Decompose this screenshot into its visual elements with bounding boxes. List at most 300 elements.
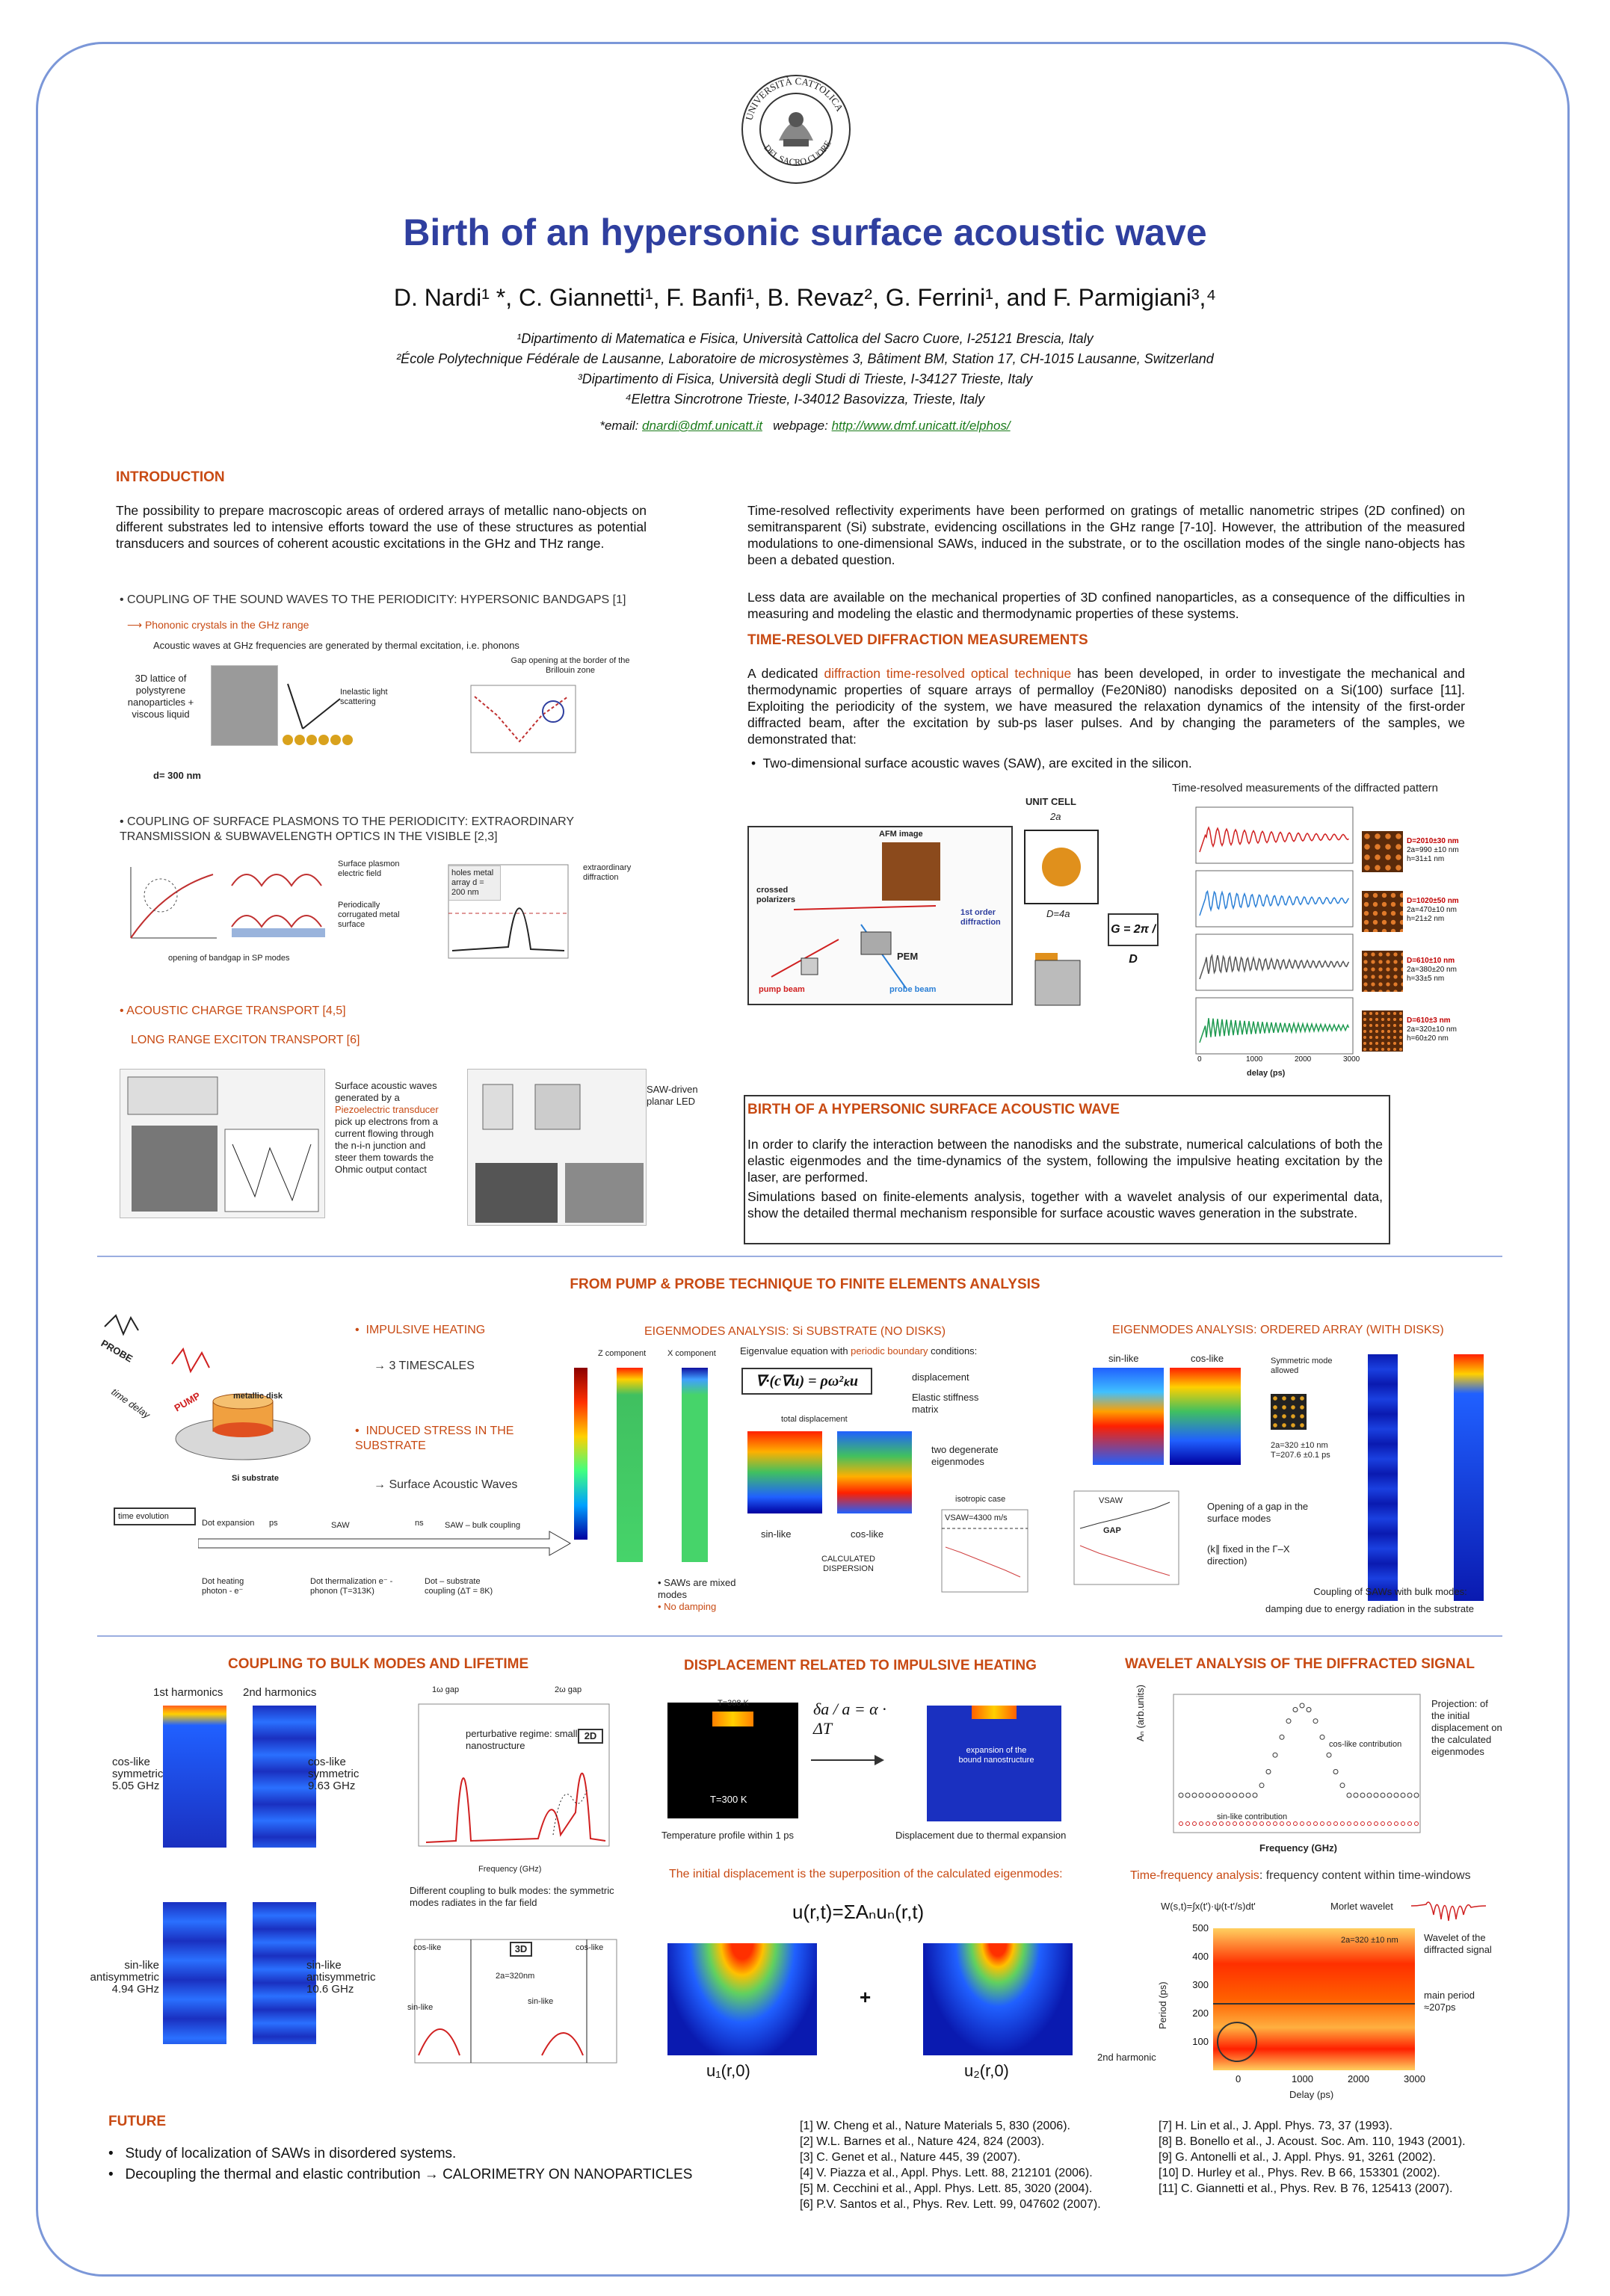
cos-point bbox=[1219, 1793, 1224, 1797]
bulk-mode-2 bbox=[253, 1706, 316, 1848]
superposition-label: The initial displacement is the superposition of the calculated eigenmodes: bbox=[669, 1868, 1063, 1880]
probe-label: PROBE bbox=[99, 1337, 135, 1365]
setup-label-polarizers: crossed polarizers bbox=[756, 886, 795, 904]
pump-probe-diagram bbox=[97, 1312, 321, 1476]
sin-point bbox=[1287, 1822, 1291, 1826]
cross-section-diagram bbox=[1031, 949, 1084, 1009]
sample-entry bbox=[1362, 951, 1466, 1003]
intro-bullet-2: • COUPLING OF SURFACE PLASMONS TO THE PERIODICITY: EXTRAORDINARY TRANSMISSION & SUBWAVELENGTH OPTICS IN THE VISIBLE [2,3] bbox=[120, 815, 574, 843]
gap2-label: 2ω gap bbox=[555, 1685, 582, 1694]
sin-point bbox=[1334, 1822, 1338, 1826]
cos-point bbox=[1340, 1783, 1345, 1788]
sin2-label: sin-like antisymmetric 10.6 GHz bbox=[306, 1959, 376, 1996]
cos1-label: cos-like symmetric 5.05 GHz bbox=[112, 1756, 164, 1792]
fig3-right-label: SAW-driven planar LED bbox=[647, 1084, 698, 1107]
fig2-d-label: holes metal array d = 200 nm bbox=[448, 865, 501, 901]
cos-point bbox=[1414, 1793, 1419, 1797]
cos-point bbox=[1374, 1793, 1378, 1797]
trdm-bullet-text: Two-dimensional surface acoustic waves (SAW), are excited in the silicon. bbox=[762, 756, 1192, 771]
setup-label-pump: pump beam bbox=[759, 985, 805, 994]
fig3-text-link: Piezoelectric transducer bbox=[335, 1104, 439, 1115]
sin-like-label: sin-like bbox=[761, 1528, 792, 1540]
wavelet-note: Wavelet of the diffracted signal bbox=[1424, 1932, 1492, 1955]
cos-point bbox=[1387, 1793, 1392, 1797]
intro-bullet-1: • COUPLING OF THE SOUND WAVES TO THE PERIODICITY: HYPERSONIC BANDGAPS [1] bbox=[120, 593, 626, 606]
sample-param: D=610±3 nm bbox=[1407, 1016, 1451, 1025]
cos-like-mode-image bbox=[837, 1431, 912, 1513]
references-left bbox=[800, 2118, 1151, 2212]
sample-param: 2a=380±20 nm bbox=[1407, 966, 1457, 974]
svg-text:UNIVERSITÀ CATTOLICA: UNIVERSITÀ CATTOLICA bbox=[743, 75, 846, 122]
expansion-note: expansion of the bound nanostructure bbox=[958, 1746, 1034, 1765]
timeline-1: Dot expansion bbox=[202, 1519, 255, 1528]
sample-param: D=1020±50 nm bbox=[1407, 897, 1459, 905]
calc-dispersion-label: CALCULATED DISPERSION bbox=[821, 1555, 875, 1573]
timeline-5: SAW – bulk coupling bbox=[445, 1521, 521, 1530]
future-item-2-text: Decoupling the thermal and elastic contribution → CALORIMETRY ON NANOPARTICLES bbox=[125, 2167, 693, 2182]
author-list: D. Nardi¹ *, C. Giannetti¹, F. Banfi¹, B. Revaz², G. Ferrini¹, and F. Parmigiani³,⁴ bbox=[393, 284, 1217, 311]
projection-note: Projection: of the initial displacement on the calculated eigenmodes bbox=[1431, 1698, 1502, 1757]
superposition-formula: u(r,t)=ΣAₙuₙ(r,t) bbox=[792, 1901, 925, 1923]
sin-point bbox=[1247, 1822, 1250, 1826]
arr-cos-mode bbox=[1170, 1368, 1241, 1465]
birth-text-2: Simulations based on finite-elements analysis, together with a wavelet analysis of our experimental data, show the detailed thermal mechanism responsible for surface acoustic waves generation in the substrate. bbox=[747, 1189, 1383, 1220]
trdm-text-post: has been developed, in order to investigate the mechanical and thermodynamic properties of square arrays of permalloy (Fe20Ni80) nanodisks deposited on a Si(100) surface [11]. Exploiting the periodicity of the system, we have measured the relaxation dynamics of the intensity of the first-order diffracted beam, after the excitation by sub-ps laser pulses. And by changing the parameters of the samples, we demonstrated that: bbox=[747, 666, 1465, 747]
array-params-label: 2a=320 ±10 nm T=207.6 ±0.1 ps bbox=[1271, 1441, 1330, 1460]
cos-point bbox=[1233, 1793, 1237, 1797]
sample-afm-image bbox=[1362, 951, 1403, 992]
arr-sin-label: sin-like bbox=[1108, 1353, 1139, 1364]
cos-3d-label-2: cos-like bbox=[576, 1943, 604, 1952]
acoustic-charge-transport-figure bbox=[120, 1069, 325, 1218]
trdm-heading: TIME-RESOLVED DIFFRACTION MEASUREMENTS bbox=[747, 632, 1088, 648]
sin-point bbox=[1301, 1822, 1304, 1826]
divider-2 bbox=[97, 1635, 1502, 1637]
trace-line bbox=[1200, 827, 1349, 852]
eq-label-link: periodic boundary bbox=[851, 1345, 928, 1357]
note-mixed: • SAWs are mixed modes bbox=[658, 1577, 736, 1600]
poster-title: Birth of an hypersonic surface acoustic wave bbox=[403, 212, 1207, 253]
corrugated-surface-diagram bbox=[228, 860, 333, 942]
cos-3d-label-1: cos-like bbox=[413, 1943, 442, 1952]
disp-caption-1: Temperature profile within 1 ps bbox=[661, 1830, 795, 1841]
y-tick-label: 500 bbox=[1192, 1922, 1209, 1934]
g-formula: G = 2π / D bbox=[1108, 913, 1159, 946]
affiliation-4: ⁴Elettra Sincrotrone Trieste, I-34012 Basovizza, Trieste, Italy bbox=[625, 392, 985, 407]
tf-label-post: : frequency content within time-windows bbox=[1259, 1869, 1471, 1882]
email-link[interactable]: dnardi@dmf.unicatt.it bbox=[642, 419, 762, 433]
email-label: *email: bbox=[599, 419, 639, 433]
future-item-2: • Decoupling the thermal and elastic contribution → CALORIMETRY ON NANOPARTICLES bbox=[108, 2167, 693, 2182]
cos-point bbox=[1401, 1793, 1405, 1797]
x-tick-label: 1000 bbox=[1246, 1055, 1263, 1064]
coupling-label: Coupling of SAWs with bulk modes: bbox=[1313, 1586, 1467, 1597]
sin-point bbox=[1361, 1822, 1365, 1826]
sin-point bbox=[1415, 1822, 1419, 1826]
svg-text:DEL SACRO CUORE: DEL SACRO CUORE bbox=[762, 138, 833, 167]
sample-param: h=21±2 nm bbox=[1407, 915, 1445, 923]
sample-param: h=31±1 nm bbox=[1407, 855, 1445, 863]
impulsive-label: • IMPULSIVE HEATING bbox=[355, 1324, 486, 1336]
map-ylabel: Period (ps) bbox=[1157, 1981, 1168, 2029]
eq-label-post: conditions: bbox=[928, 1345, 978, 1357]
sin-point bbox=[1375, 1822, 1378, 1826]
fig2-b-label: Periodically corrugated metal surface bbox=[338, 901, 400, 929]
sin-point bbox=[1327, 1822, 1331, 1826]
cos-point bbox=[1394, 1793, 1398, 1797]
cos-point bbox=[1320, 1735, 1324, 1739]
wavelet-map bbox=[1213, 1928, 1415, 2070]
intro-right-text-1: Time-resolved reflectivity experiments have been performed on gratings of metallic nanometric stripes (2D confined) on semitransparent (Si) substrate, evidencing oscillations in the GHz range [7-10]. However, the attribution of the measured modulations to one-dimensional SAWs, induced in the substrate, or to the oscillation modes of the single nano-objects has been a debated question. bbox=[747, 503, 1465, 567]
sin-3d-label-2: sin-like bbox=[528, 1997, 554, 2006]
exciton-transport-figure bbox=[467, 1069, 647, 1226]
cos-point bbox=[1367, 1793, 1372, 1797]
sample-entry bbox=[1362, 891, 1466, 943]
intro-right-text-2: Less data are available on the mechanical properties of 3D confined nanoparticles, as a consequence of the difficulties in measuring and modeling the elastic and thermodynamic properties of these systems. bbox=[747, 590, 1465, 621]
eigen-eq-label bbox=[740, 1345, 977, 1357]
c-definition: Elastic stiffness matrix bbox=[912, 1392, 979, 1415]
university-seal-icon bbox=[740, 73, 852, 185]
trdm-xticks bbox=[1166, 1055, 1360, 1066]
reference-6: [6] P.V. Santos et al., Phys. Rev. Lett. 99, 047602 (2007). bbox=[800, 2198, 1101, 2211]
tf-label-pre: Time-frequency analysis bbox=[1130, 1869, 1259, 1882]
x-tick-label: 3000 bbox=[1343, 1055, 1360, 1064]
cos-point bbox=[1212, 1793, 1217, 1797]
gap1-label: 1ω gap bbox=[432, 1685, 460, 1694]
fig1-left-label: 3D lattice of polystyrene nanoparticles + viscous liquid bbox=[127, 673, 194, 720]
eigen-si-heading: EIGENMODES ANALYSIS: Si SUBSTRATE (NO DISKS) bbox=[644, 1325, 946, 1338]
second-harmonics-label: 2nd harmonics bbox=[243, 1686, 317, 1699]
sin-contribution-label: sin-like contribution bbox=[1217, 1812, 1288, 1821]
sin-point bbox=[1193, 1822, 1197, 1826]
sample-param: h=33±5 nm bbox=[1407, 975, 1445, 983]
expansion-formula: δa / a = α · ΔT bbox=[813, 1700, 886, 1738]
isotropic-label: isotropic case bbox=[955, 1495, 1006, 1504]
unit-cell-label: UNIT CELL bbox=[1025, 796, 1076, 807]
tag-2d: 2D bbox=[578, 1729, 603, 1744]
disp-heading: DISPLACEMENT RELATED TO IMPULSIVE HEATING bbox=[684, 1658, 1037, 1673]
cos-point bbox=[1266, 1770, 1271, 1774]
x-tick-label: 0 bbox=[1197, 1055, 1202, 1064]
t300-label: T=300 K bbox=[710, 1794, 747, 1805]
fig2-e-label: extraordinary diffraction bbox=[583, 863, 632, 882]
sin-point bbox=[1314, 1822, 1318, 1826]
timeline-2: ps bbox=[269, 1519, 278, 1528]
sin-point bbox=[1206, 1822, 1210, 1826]
sample-entry bbox=[1362, 831, 1466, 883]
x-tick-label: 3000 bbox=[1404, 2073, 1425, 2084]
fig3-text bbox=[335, 1080, 447, 1176]
future-heading: FUTURE bbox=[108, 2114, 167, 2129]
map-xlabel: Delay (ps) bbox=[1289, 2089, 1334, 2100]
timeline-note-3: Dot – substrate coupling (ΔT = 8K) bbox=[425, 1577, 493, 1596]
references-right bbox=[1159, 2118, 1510, 2197]
eigen-equation: ∇·(c∇u) = ρω²ₖu bbox=[741, 1368, 872, 1395]
fig3-text-pre: Surface acoustic waves generated by a bbox=[335, 1080, 437, 1103]
disp-caption-2: Displacement due to thermal expansion bbox=[895, 1830, 1067, 1841]
array-pillar-2 bbox=[1454, 1354, 1484, 1601]
tag-3d: 3D bbox=[510, 1942, 532, 1957]
cos-point bbox=[1259, 1783, 1264, 1788]
sin-point bbox=[1240, 1822, 1244, 1826]
cos2-label: cos-like symmetric 9.63 GHz bbox=[308, 1756, 360, 1792]
unit-cell-square bbox=[1024, 830, 1099, 904]
sin-like-mode-image bbox=[747, 1431, 822, 1513]
trdm-xlabel: delay (ps) bbox=[1247, 1069, 1286, 1078]
sample-afm-image bbox=[1362, 891, 1403, 932]
pump-probe-heading: FROM PUMP & PROBE TECHNIQUE TO FINITE ELEMENTS ANALYSIS bbox=[570, 1277, 1040, 1292]
symmetric-mode-label: Symmetric mode allowed bbox=[1271, 1357, 1333, 1375]
bandgap-plot bbox=[456, 682, 583, 764]
harmonic-circle bbox=[1217, 2022, 1257, 2062]
x-tick-label: 2000 bbox=[1348, 2073, 1369, 2084]
regime-label: perturbative regime: small nanostructure bbox=[466, 1728, 578, 1751]
cos-point bbox=[1206, 1793, 1210, 1797]
cos-point bbox=[1360, 1793, 1365, 1797]
sin-point bbox=[1274, 1822, 1277, 1826]
arr-sin-mode bbox=[1093, 1368, 1164, 1465]
y-tick-label: 100 bbox=[1192, 2036, 1209, 2047]
cos-like-label: cos-like bbox=[851, 1528, 884, 1540]
fig3-text-post: pick up electrons from a current flowing through the n-i-n junction and steer them towards the Ohmic output contact bbox=[335, 1116, 439, 1175]
cos-point bbox=[1293, 1708, 1298, 1712]
reference-1: [1] W. Cheng et al., Nature Materials 5, 830 (2006). bbox=[800, 2120, 1070, 2132]
tf-label bbox=[1130, 1868, 1471, 1883]
sin-point bbox=[1354, 1822, 1358, 1826]
z-component-pillar bbox=[617, 1368, 643, 1562]
timeline-note-1: Dot heating photon - e⁻ bbox=[202, 1577, 244, 1596]
trdm-text bbox=[747, 665, 1465, 747]
sin-point bbox=[1220, 1822, 1224, 1826]
bullet-3-text: ACOUSTIC CHARGE TRANSPORT [4,5] bbox=[126, 1004, 346, 1017]
divider-1 bbox=[97, 1256, 1502, 1257]
sample-entry bbox=[1362, 1010, 1466, 1063]
morlet-wavelet-icon bbox=[1411, 1889, 1486, 1923]
time-resolved-plot bbox=[1166, 803, 1360, 1065]
damping-label: damping due to energy radiation in the substrate bbox=[1265, 1603, 1474, 1614]
reference-1: [7] H. Lin et al., J. Appl. Phys. 73, 37 (1993). bbox=[1159, 2120, 1393, 2132]
sin1-label: sin-like antisymmetric 4.94 GHz bbox=[90, 1959, 159, 1996]
morlet-label: Morlet wavelet bbox=[1330, 1901, 1393, 1912]
sin-point bbox=[1179, 1822, 1183, 1826]
bulk-mode-3 bbox=[163, 1902, 226, 2044]
freq-label: Frequency (GHz) bbox=[478, 1865, 542, 1874]
reference-4: [10] D. Hurley et al., Phys. Rev. B 66, 153301 (2002). bbox=[1159, 2167, 1440, 2179]
y-tick-label: 400 bbox=[1192, 1951, 1209, 1962]
trace-panel bbox=[1196, 871, 1353, 927]
phononic-note: ⟶ Phononic crystals in the GHz range bbox=[127, 619, 309, 631]
u1-mode-image bbox=[667, 1943, 817, 2055]
unit-cell-2a: 2a bbox=[1050, 811, 1061, 822]
coupling-2d-plot bbox=[404, 1700, 613, 1861]
fig1-mid-label: Inelastic light scattering bbox=[340, 688, 388, 706]
sin-point bbox=[1294, 1822, 1298, 1826]
time-evolution-box: time evolution bbox=[114, 1507, 196, 1525]
si-substrate-label: Si substrate bbox=[232, 1474, 279, 1483]
stress-text: INDUCED STRESS IN THE SUBSTRATE bbox=[355, 1425, 514, 1452]
trdm-text-link: diffraction time-resolved optical technique bbox=[824, 666, 1072, 681]
eigen-arr-heading: EIGENMODES ANALYSIS: ORDERED ARRAY (WITH DISKS) bbox=[1112, 1324, 1444, 1336]
x-component-pillar bbox=[682, 1368, 708, 1562]
sin-point bbox=[1395, 1822, 1398, 1826]
sample-param: D=2010±30 nm bbox=[1407, 837, 1459, 845]
cos-point bbox=[1347, 1793, 1351, 1797]
reference-5: [5] M. Cecchini et al., Appl. Phys. Lett. 85, 3020 (2004). bbox=[800, 2182, 1093, 2195]
u1-label: u₁(r,0) bbox=[706, 2061, 750, 2080]
vsaw-label: VSAW=4300 m/s bbox=[945, 1513, 1008, 1522]
cos-point bbox=[1313, 1719, 1318, 1723]
timeline-3: SAW bbox=[331, 1521, 350, 1530]
sample-param: 2a=470±10 nm bbox=[1407, 906, 1457, 914]
cos-point bbox=[1185, 1793, 1190, 1797]
cos-point bbox=[1273, 1753, 1277, 1757]
setup-label-afm: AFM image bbox=[879, 830, 923, 839]
sample-param: D=610±10 nm bbox=[1407, 957, 1455, 965]
saw-label: → Surface Acoustic Waves bbox=[374, 1478, 518, 1491]
sin-point bbox=[1348, 1822, 1351, 1826]
intro-bullet-4: LONG RANGE EXCITON TRANSPORT [6] bbox=[131, 1034, 360, 1046]
unit-cell-d: D=4a bbox=[1046, 908, 1070, 919]
trdm-bullet: • Two-dimensional surface acoustic waves (SAW), are excited in the silicon. bbox=[751, 756, 1192, 771]
bulk-heading: COUPLING TO BULK MODES AND LIFETIME bbox=[228, 1656, 529, 1672]
sin-point bbox=[1260, 1822, 1264, 1826]
t308-label: T=308 K bbox=[718, 1699, 749, 1708]
bullet-1-text: COUPLING OF THE SOUND WAVES TO THE PERIODICITY: HYPERSONIC BANDGAPS [1] bbox=[127, 593, 626, 606]
reference-3: [3] C. Genet et al., Nature 445, 39 (2007). bbox=[800, 2151, 1021, 2164]
degenerate-label: two degenerate eigenmodes bbox=[931, 1444, 999, 1467]
sin-point bbox=[1307, 1822, 1311, 1826]
birth-text-1: In order to clarify the interaction between the nanodisks and the substrate, numerical calculations of both the elastic eigenmodes and the time-dynamics of the system, following the impulsive heating excitation by the laser, are performed. bbox=[747, 1137, 1383, 1185]
trdm-text-pre: A dedicated bbox=[747, 666, 824, 681]
gap-label: GAP bbox=[1103, 1526, 1121, 1535]
plasmon-dispersion-plot bbox=[120, 860, 224, 949]
contact-line bbox=[0, 419, 1610, 433]
impulsive-text: IMPULSIVE HEATING bbox=[366, 1324, 486, 1336]
array-pillar-1 bbox=[1368, 1354, 1398, 1601]
x-component-label: X component bbox=[667, 1349, 716, 1358]
z-component-label: Z component bbox=[598, 1349, 647, 1358]
pump-label: PUMP bbox=[172, 1389, 203, 1414]
array-afm-image bbox=[1271, 1394, 1307, 1430]
x-tick-label: 0 bbox=[1236, 2073, 1242, 2084]
thermal-note: Acoustic waves at GHz frequencies are generated by thermal excitation, i.e. phonons bbox=[153, 640, 519, 651]
cos-point bbox=[1381, 1793, 1385, 1797]
future-list bbox=[108, 2144, 781, 2185]
sample-param: h=60±20 nm bbox=[1407, 1034, 1449, 1043]
trace-panel bbox=[1196, 934, 1353, 990]
reference-5: [11] C. Giannetti et al., Phys. Rev. B 76, 125413 (2007). bbox=[1159, 2182, 1453, 2195]
affiliation-3: ³Dipartimento di Fisica, Università degli Studi di Trieste, I-34127 Trieste, Italy bbox=[577, 371, 1033, 386]
cos-point bbox=[1300, 1703, 1304, 1708]
arr-cos-label: cos-like bbox=[1191, 1353, 1224, 1364]
timeline-4: ns bbox=[415, 1519, 424, 1528]
sample-afm-image bbox=[1362, 1010, 1403, 1052]
cos-point bbox=[1407, 1793, 1412, 1797]
y-tick-label: 200 bbox=[1192, 2008, 1209, 2019]
cos-point bbox=[1179, 1793, 1183, 1797]
u-definition: displacement bbox=[912, 1371, 969, 1383]
fig2-c-label: opening of bandgap in SP modes bbox=[168, 954, 290, 963]
reference-4: [4] V. Piazza et al., Appl. Phys. Lett. 88, 212101 (2006). bbox=[800, 2167, 1093, 2179]
sin-point bbox=[1408, 1822, 1412, 1826]
cos-contribution-label: cos-like contribution bbox=[1329, 1740, 1402, 1749]
sin-point bbox=[1213, 1822, 1217, 1826]
transform-formula: W(s,t)=∫x(t')·ψ(t-t'/s)dt' bbox=[1161, 1901, 1256, 1912]
total-displacement-label: total displacement bbox=[781, 1415, 848, 1424]
setup-label-diffraction: 1st order diffraction bbox=[960, 908, 1001, 927]
setup-label-probe: probe beam bbox=[889, 985, 937, 994]
trace-line bbox=[1200, 1018, 1349, 1043]
sin-point bbox=[1381, 1822, 1385, 1826]
stress-label: • INDUCED STRESS IN THE SUBSTRATE bbox=[355, 1425, 514, 1452]
reference-2: [2] W.L. Barnes et al., Nature 424, 824 (2003). bbox=[800, 2135, 1045, 2148]
first-harmonics-label: 1st harmonics bbox=[153, 1686, 223, 1699]
intro-heading: INTRODUCTION bbox=[116, 469, 225, 485]
plus-sign: + bbox=[860, 1986, 872, 2008]
intro-text: The possibility to prepare macroscopic areas of ordered arrays of metallic nano-objects on different substrates led to intensive efforts toward the use of these structures as potential transducers and sources of coherent acoustic excitations in the GHz and THz range. bbox=[116, 503, 647, 551]
harmonic-label: 2nd harmonic bbox=[1097, 2052, 1156, 2063]
web-link[interactable]: http://www.dmf.unicatt.it/elphos/ bbox=[831, 419, 1011, 433]
x-tick-label: 2000 bbox=[1295, 1055, 1312, 1064]
u2-mode-image bbox=[923, 1943, 1073, 2055]
timeline-arrow bbox=[198, 1528, 572, 1558]
gap-opening-label: Opening of a gap in the surface modes bbox=[1207, 1501, 1309, 1524]
affiliation-2: ²École Polytechnique Fédérale de Lausanne, Laboratoire de microsystèmes 3, Bâtiment BM, Station 17, CH-1015 Lausanne, Switzerland bbox=[396, 351, 1214, 366]
sample-list bbox=[1362, 831, 1466, 1070]
sin-point bbox=[1227, 1822, 1230, 1826]
eq-label-pre: Eigenvalue equation with bbox=[740, 1345, 851, 1357]
intro-bullet-3: • ACOUSTIC CHARGE TRANSPORT [4,5] bbox=[120, 1004, 346, 1017]
reference-3: [9] G. Antonelli et al., J. Appl. Phys. 91, 3261 (2002). bbox=[1159, 2151, 1436, 2164]
cos-point bbox=[1253, 1793, 1257, 1797]
birth-heading: BIRTH OF A HYPERSONIC SURFACE ACOUSTIC WAVE bbox=[747, 1102, 1120, 1117]
setup-label-pem: PEM bbox=[897, 951, 919, 962]
phononic-text: Phononic crystals in the GHz range bbox=[144, 619, 309, 631]
map-yticks bbox=[1185, 1922, 1210, 2072]
cos-point bbox=[1354, 1793, 1358, 1797]
bullet-2-text: COUPLING OF SURFACE PLASMONS TO THE PERIODICITY: EXTRAORDINARY TRANSMISSION & SUBWAVELENGTH OPTICS IN THE VISIBLE [2,3] bbox=[120, 815, 574, 843]
nanodisk-shape bbox=[1042, 848, 1081, 886]
sample-param: 2a=990 ±10 nm bbox=[1407, 846, 1459, 854]
metallic-disk-label: metallic disk bbox=[233, 1392, 283, 1401]
coupling-note: Different coupling to bulk modes: the symmetric modes radiates in the far field bbox=[410, 1885, 614, 1908]
cos-point bbox=[1280, 1735, 1284, 1739]
fig1-d-label: d= 300 nm bbox=[153, 770, 201, 781]
note-damping: • No damping bbox=[658, 1601, 717, 1612]
kfixed-label: (k∥ fixed in the Γ–X direction) bbox=[1207, 1543, 1290, 1567]
timeline-note-2: Dot thermalization e⁻ - phonon (T=313K) bbox=[310, 1577, 393, 1596]
cos-point bbox=[1307, 1708, 1311, 1712]
disp-arrow bbox=[811, 1753, 886, 1768]
map-a-label: 2a=320 ±10 nm bbox=[1341, 1936, 1398, 1945]
sin-point bbox=[1321, 1822, 1324, 1826]
fig1-gap-label: Gap opening at the border of the Brillouin zone bbox=[511, 656, 630, 675]
sin-point bbox=[1368, 1822, 1372, 1826]
cos-point bbox=[1246, 1793, 1250, 1797]
cos-point bbox=[1199, 1793, 1203, 1797]
sin-point bbox=[1233, 1822, 1237, 1826]
fig2-a-label: Surface plasmon electric field bbox=[338, 860, 400, 878]
projection-ylabel: Aₙ (arb.units) bbox=[1135, 1685, 1146, 1741]
cos-point bbox=[1327, 1753, 1331, 1757]
arr-vsaw-label: VSAW bbox=[1099, 1496, 1123, 1505]
sample-param: 2a=320±10 nm bbox=[1407, 1025, 1457, 1034]
future-item-1: • Study of localization of SAWs in disordered systems. bbox=[108, 2146, 457, 2161]
a320-label: 2a=320nm bbox=[496, 1972, 535, 1981]
eigen-si-notes bbox=[658, 1577, 762, 1613]
trace-line bbox=[1200, 955, 1349, 979]
reference-2: [8] B. Bonello et al., J. Acoust. Soc. Am. 110, 1943 (2001). bbox=[1159, 2135, 1466, 2148]
